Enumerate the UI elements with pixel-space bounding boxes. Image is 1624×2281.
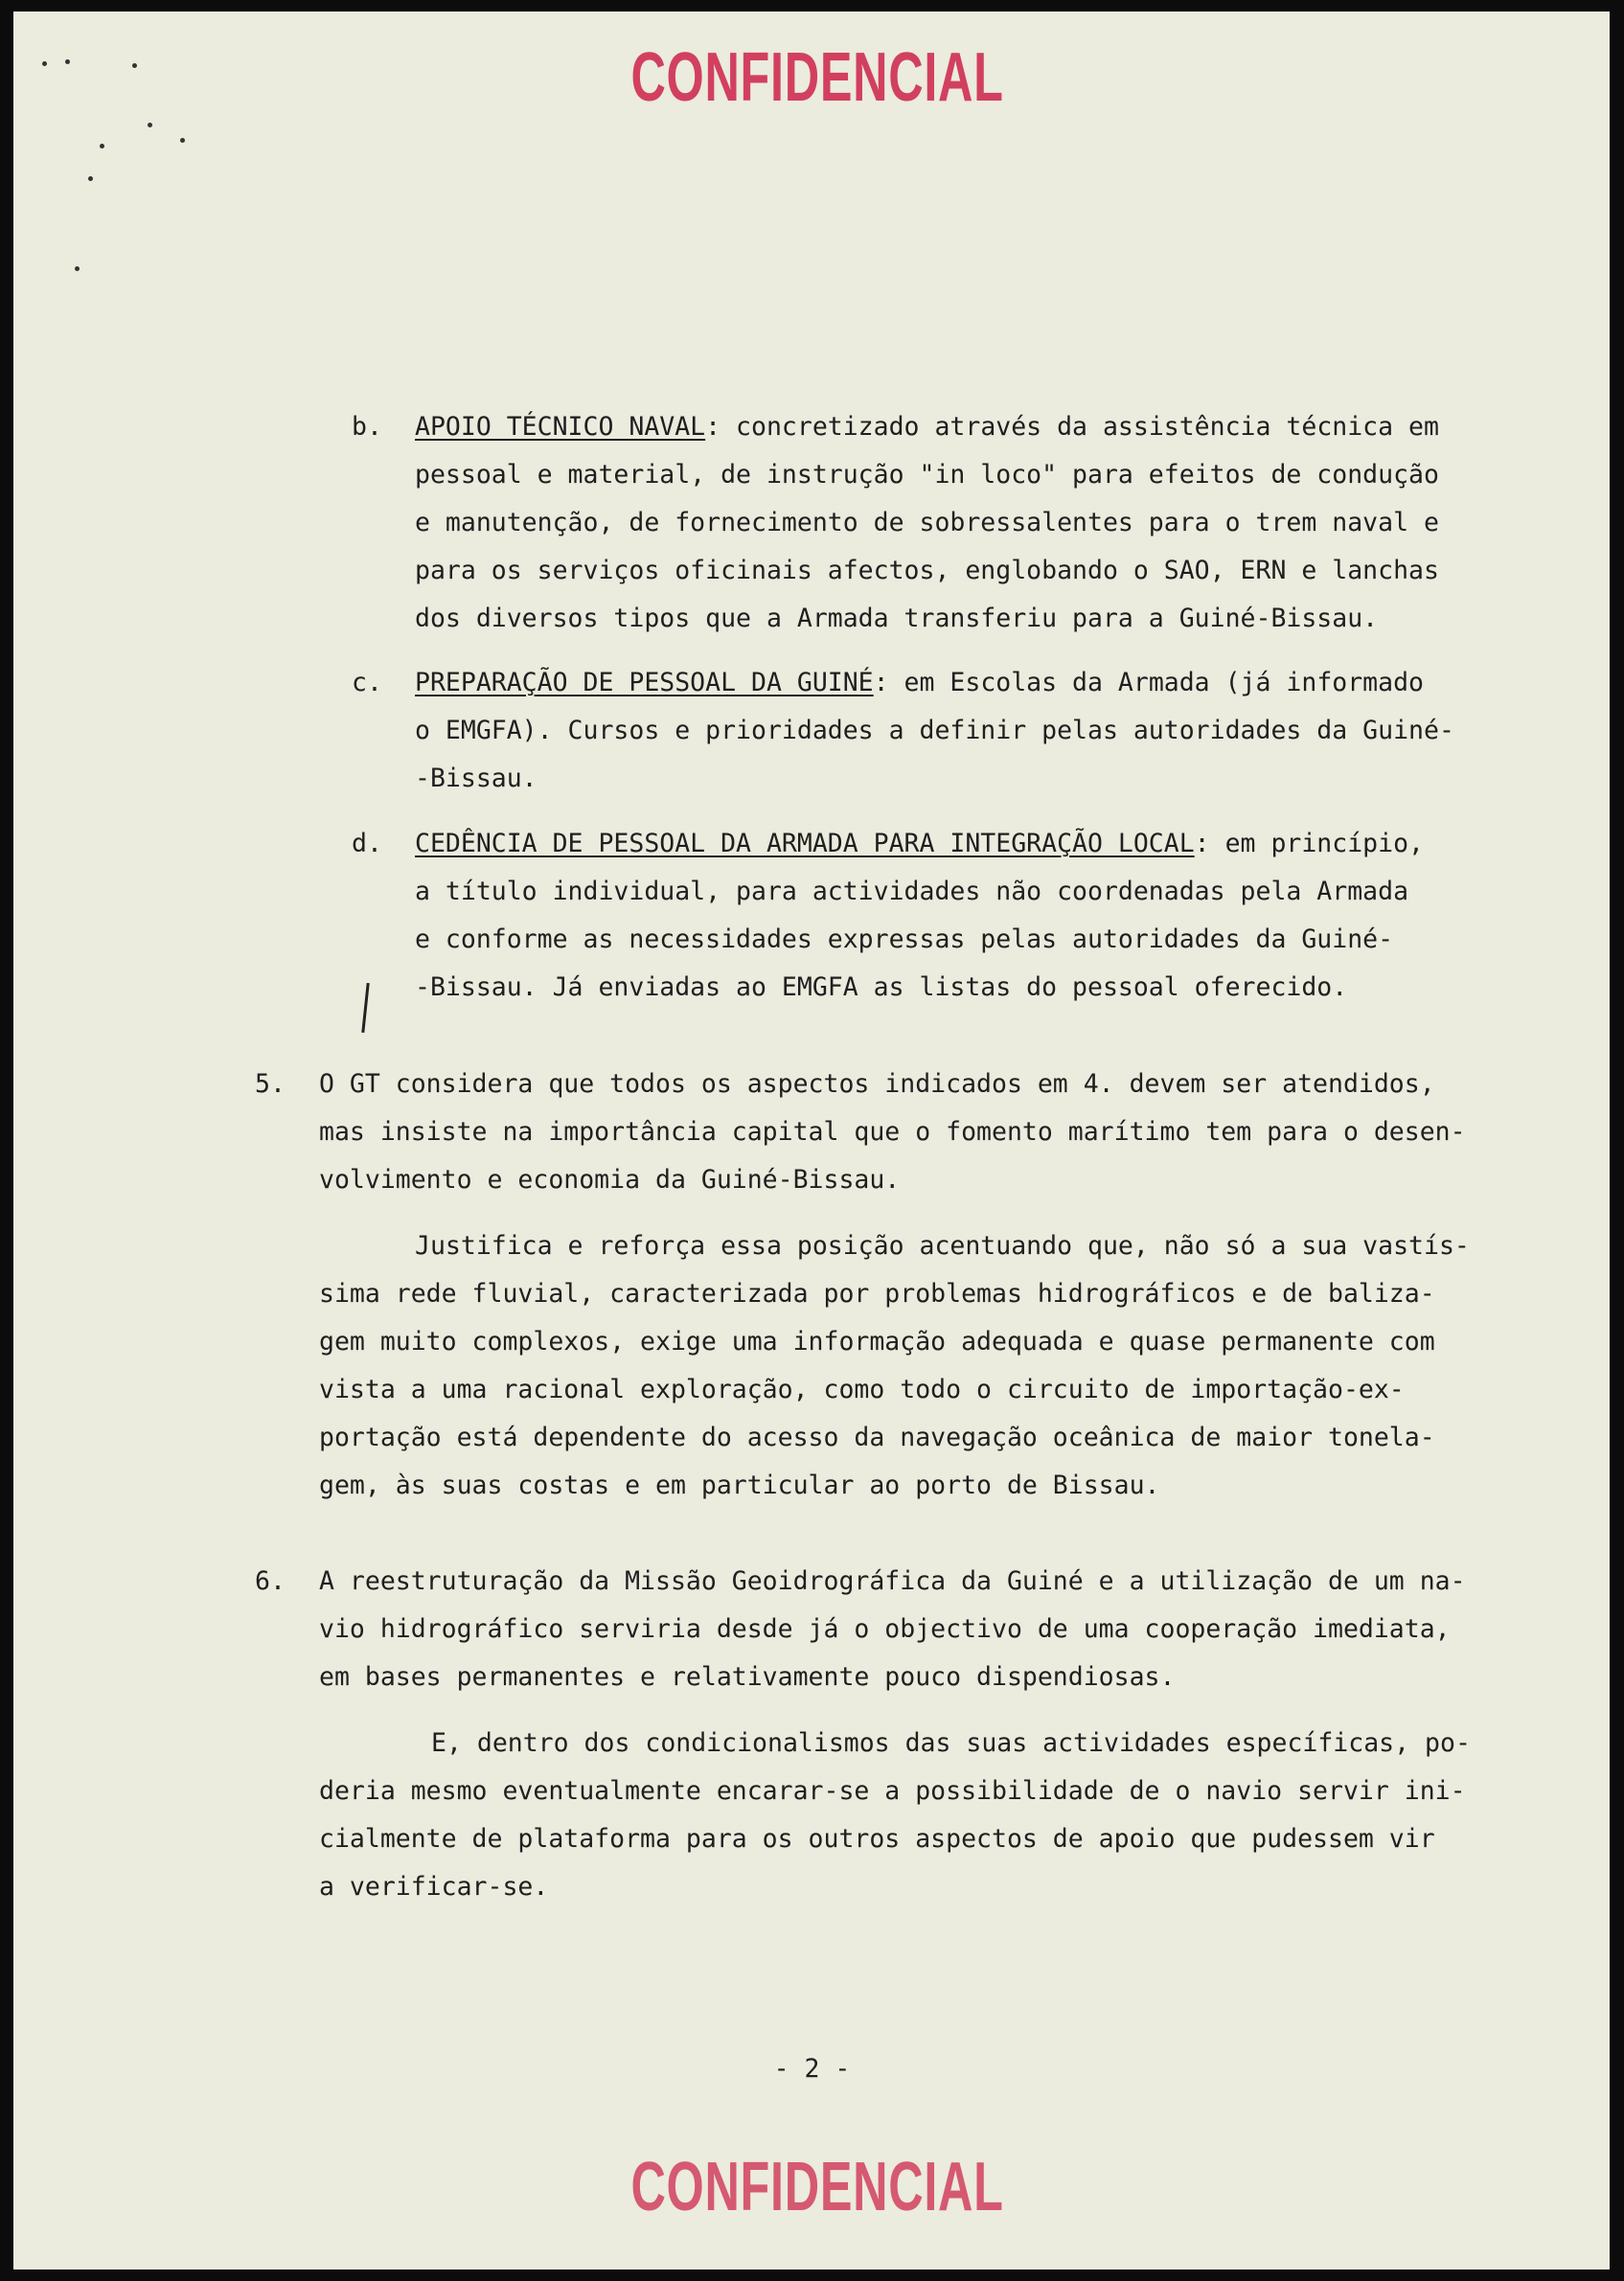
section-5-para2-line: gem muito complexos, exige uma informação adequada e quase permanente com: [319, 1327, 1435, 1357]
item-c-line: o EMGFA). Cursos e prioridades a definir pelas autoridades da Guiné-: [415, 716, 1454, 745]
section-6-para2-line: E, dentro dos condicionalismos das suas actividades específicas, po-: [431, 1728, 1471, 1758]
scan-speck: [75, 266, 80, 271]
section-5-para2-line: Justifica e reforça essa posição acentuando que, não só a sua vastís-: [415, 1231, 1470, 1261]
section-5-line: mas insiste na importância capital que o fomento marítimo tem para o desen-: [319, 1117, 1466, 1147]
confidencial-stamp-top: CONFIDENCIAL: [630, 39, 1004, 116]
section-6-line: vio hidrográfico serviria desde já o objectivo de uma cooperação imediata,: [319, 1614, 1451, 1644]
scan-speck: [65, 59, 70, 64]
scan-speck: [132, 63, 137, 68]
section-5-line: O GT considera que todos os aspectos indicados em 4. devem ser atendidos,: [319, 1069, 1435, 1099]
section-5-para2-line: vista a uma racional exploração, como todo o circuito de importação-ex-: [319, 1375, 1405, 1404]
section-5-para2-line: sima rede fluvial, caracterizada por problemas hidrográficos e de baliza-: [319, 1279, 1435, 1309]
section-6-line: A reestruturação da Missão Geoidrográfica da Guiné e a utilização de um na-: [319, 1566, 1466, 1596]
confidencial-stamp-bottom: CONFIDENCIAL: [630, 2149, 1004, 2225]
item-d-line: a título individual, para actividades não coordenadas pela Armada: [415, 877, 1409, 906]
item-b-line: para os serviços oficinais afectos, englobando o SAO, ERN e lanchas: [415, 556, 1439, 585]
scan-speck: [148, 123, 152, 127]
item-b-line: e manutenção, de fornecimento de sobressalentes para o trem naval e: [415, 508, 1439, 537]
item-c-line: -Bissau.: [415, 764, 538, 793]
section-6-marker: 6.: [255, 1566, 286, 1596]
item-c-line-1: PREPARAÇÃO DE PESSOAL DA GUINÉ: em Escolas da Armada (já informado: [415, 668, 1424, 697]
section-6-line: em bases permanentes e relativamente pouco dispendiosas.: [319, 1662, 1176, 1692]
item-d-marker: d.: [352, 829, 382, 858]
section-6-para2-line: a verificar-se.: [319, 1872, 549, 1902]
item-c-marker: c.: [352, 668, 382, 697]
section-6-para2-line: cialmente de plataforma para os outros aspectos de apoio que pudessem vir: [319, 1824, 1435, 1854]
section-5-para2-line: gem, às suas costas e em particular ao porto de Bissau.: [319, 1471, 1160, 1500]
scan-speck: [100, 144, 104, 148]
item-d-heading: CEDÊNCIA DE PESSOAL DA ARMADA PARA INTEGRAÇÃO LOCAL: [415, 829, 1195, 858]
scan-speck: [88, 176, 93, 181]
item-b-line: dos diversos tipos que a Armada transferiu para a Guiné-Bissau.: [415, 604, 1379, 633]
item-b-marker: b.: [352, 412, 382, 442]
item-d-line: e conforme as necessidades expressas pelas autoridades da Guiné-: [415, 924, 1394, 954]
page-number: - 2 -: [773, 2054, 851, 2084]
item-b-line: pessoal e material, de instrução "in loco" para efeitos de condução: [415, 460, 1439, 490]
section-5-line: volvimento e economia da Guiné-Bissau.: [319, 1165, 901, 1195]
item-c-heading: PREPARAÇÃO DE PESSOAL DA GUINÉ: [415, 668, 874, 697]
item-b-heading: APOIO TÉCNICO NAVAL: [415, 412, 706, 442]
section-6-para2-line: deria mesmo eventualmente encarar-se a possibilidade de o navio servir ini-: [319, 1776, 1466, 1806]
item-b-line-1: APOIO TÉCNICO NAVAL: concretizado através da assistência técnica em: [415, 412, 1439, 442]
item-d-line-1: CEDÊNCIA DE PESSOAL DA ARMADA PARA INTEGRAÇÃO LOCAL: em princípio,: [415, 829, 1424, 858]
scan-speck: [180, 138, 185, 143]
scan-speck: [42, 61, 47, 66]
section-5-marker: 5.: [255, 1069, 286, 1099]
item-d-line: -Bissau. Já enviadas ao EMGFA as listas do pessoal oferecido.: [415, 972, 1348, 1002]
section-5-para2-line: portação está dependente do acesso da navegação oceânica de maior tonela-: [319, 1423, 1435, 1452]
